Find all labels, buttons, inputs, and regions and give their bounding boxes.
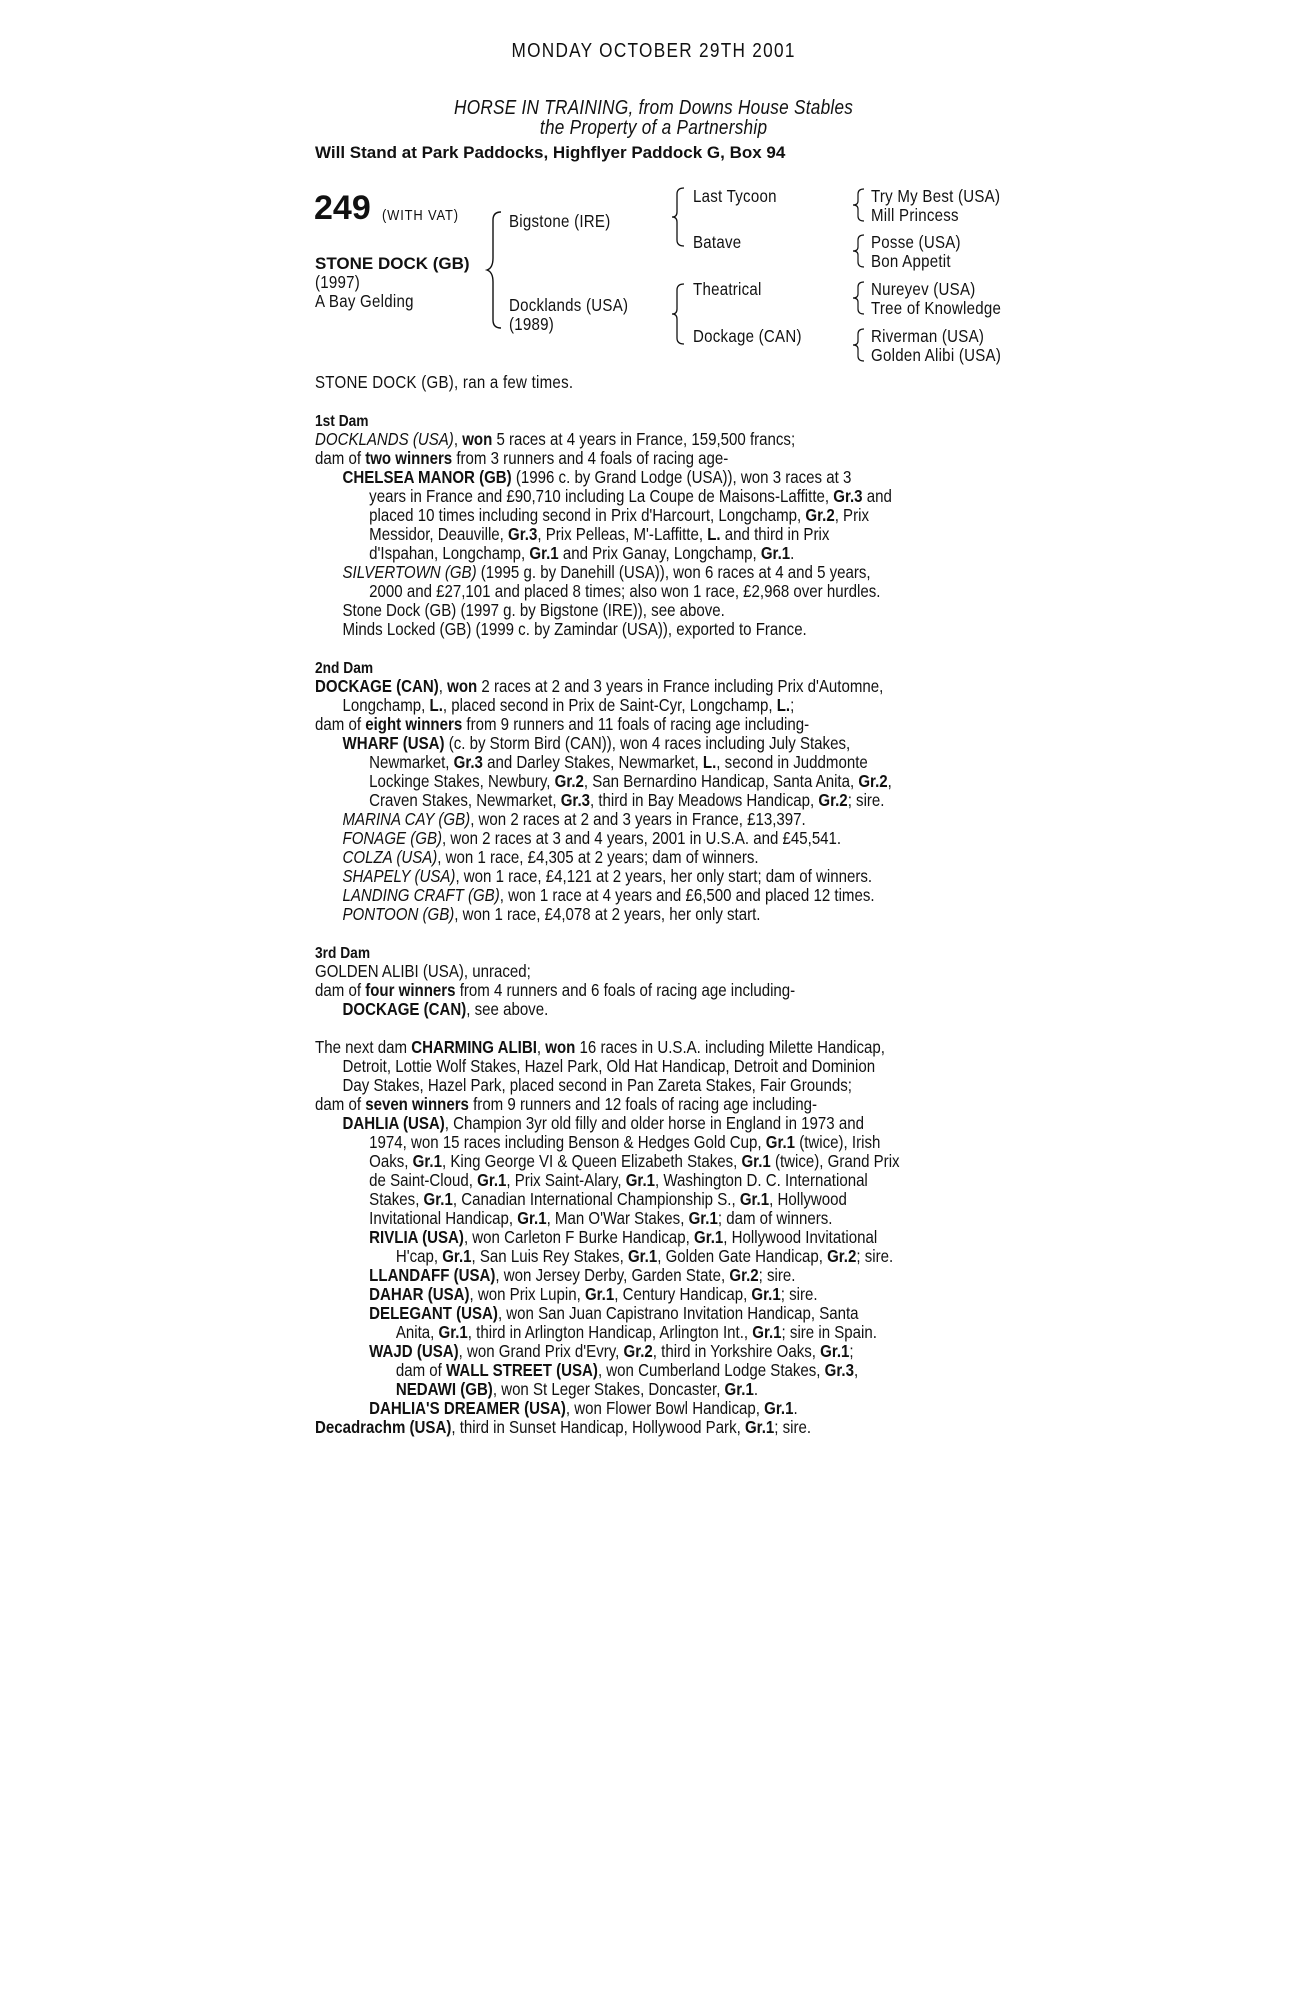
- record-text: , Hollywood Invitational: [723, 1227, 878, 1247]
- record-text: ,: [853, 1360, 859, 1380]
- record-text: RIVLIA (USA): [369, 1227, 464, 1247]
- pedigree-brace-main: [487, 210, 507, 330]
- record-line: [315, 1380, 1244, 1399]
- record-text: and third in Prix: [720, 524, 830, 544]
- record-text: de Saint-Cloud,: [369, 1170, 478, 1190]
- pedigree-sd: Batave: [693, 232, 742, 252]
- record-text: H'cap,: [395, 1246, 443, 1266]
- record-text: won: [545, 1037, 576, 1057]
- record-text: , third in Bay Meadows Handicap,: [590, 790, 819, 810]
- record-text: , won Grand Prix d'Evry,: [458, 1341, 624, 1361]
- title-line-1: HORSE IN TRAINING, from Downs House Stables: [454, 97, 854, 119]
- record-line: [315, 1000, 1244, 1019]
- record-text: Gr.3: [560, 790, 591, 810]
- produce-lines: [315, 411, 1244, 1437]
- record-text: , won San Juan Capistrano Invitation Handicap, Santa: [497, 1303, 859, 1323]
- record-text: WHARF (USA): [342, 733, 445, 753]
- pedigree-dsd: Tree of Knowledge: [871, 298, 1002, 318]
- record-text: DELEGANT (USA): [369, 1303, 498, 1323]
- stand-line: Will Stand at Park Paddocks, Highflyer Paddock G, Box 94: [315, 143, 786, 162]
- record-text: and: [862, 486, 892, 506]
- record-text: PONTOON (GB): [342, 904, 455, 924]
- horse-description: A Bay Gelding: [315, 291, 414, 311]
- record-text: dam of: [315, 980, 366, 1000]
- record-text: Gr.1: [442, 1246, 472, 1266]
- record-text: L.: [776, 695, 791, 715]
- record-text: dam of: [315, 714, 366, 734]
- record-line: [315, 1304, 1244, 1323]
- record-text: Gr.1: [752, 1322, 782, 1342]
- pedigree-dd: Dockage (CAN): [693, 326, 802, 346]
- record-text: , Prix Pelleas, M'-Laffitte,: [537, 524, 708, 544]
- record-line: [315, 1361, 1244, 1380]
- record-text: DAHLIA (USA): [342, 1113, 445, 1133]
- record-text: The next dam: [315, 1037, 412, 1057]
- record-line: [315, 734, 1244, 753]
- record-text: Gr.3: [453, 752, 483, 772]
- record-text: , won 1 race, £4,078 at 2 years, her only start.: [454, 904, 761, 924]
- record-text: Stakes,: [369, 1189, 424, 1209]
- record-text: (twice), Grand Prix: [770, 1151, 900, 1171]
- record-text: ; sire in Spain.: [781, 1322, 877, 1342]
- record-text: L.: [707, 524, 721, 544]
- record-text: Gr.3: [824, 1360, 854, 1380]
- record-text: SHAPELY (USA): [342, 866, 456, 886]
- pedigree-ss: Last Tycoon: [693, 186, 777, 206]
- record-text: Gr.1: [744, 1417, 775, 1437]
- record-text: ;: [849, 1341, 854, 1361]
- record-text: , placed second in Prix de Saint-Cyr, Longchamp,: [442, 695, 777, 715]
- record-text: Gr.1: [820, 1341, 850, 1361]
- record-text: , San Bernardino Handicap, Santa Anita,: [583, 771, 859, 791]
- record-line: [315, 905, 1244, 924]
- pedigree-sss: Try My Best (USA): [871, 186, 1001, 206]
- record-text: (c. by Storm Bird (CAN)), won 4 races including July Stakes,: [444, 733, 851, 753]
- record-text: Gr.2: [623, 1341, 653, 1361]
- record-text: Newmarket,: [369, 752, 454, 772]
- record-text: , Century Handicap,: [614, 1284, 752, 1304]
- record-text: 5 races at 4 years in France, 159,500 francs;: [492, 429, 796, 449]
- record-line: [315, 848, 1244, 867]
- record-line: [315, 620, 1244, 639]
- record-text: , won Flower Bowl Handicap,: [565, 1398, 765, 1418]
- pedigree-ssd: Mill Princess: [871, 205, 959, 225]
- date-header: MONDAY OCTOBER 29TH 2001: [511, 40, 796, 62]
- record-text: four winners: [365, 980, 456, 1000]
- record-line: [315, 696, 1244, 715]
- record-text: two winners: [365, 448, 453, 468]
- record-line: [315, 506, 1244, 525]
- record-line: [315, 487, 1244, 506]
- record-text: SILVERTOWN (GB): [342, 562, 477, 582]
- record-line: [315, 1247, 1244, 1266]
- record-line: [315, 715, 1244, 734]
- record-text: Gr.1: [412, 1151, 442, 1171]
- record-text: ,: [453, 429, 463, 449]
- record-text: dam of: [395, 1360, 447, 1380]
- record-line: [315, 1266, 1244, 1285]
- record-text: ; sire.: [847, 790, 885, 810]
- record-text: GOLDEN ALIBI (USA), unraced;: [315, 961, 531, 981]
- record-text: , Champion 3yr old filly and older horse in England in 1973 and: [444, 1113, 864, 1133]
- record-text: , King George VI & Queen Elizabeth Stakes,: [441, 1151, 742, 1171]
- title-line-2: the Property of a Partnership: [539, 117, 768, 139]
- record-text: CHARMING ALIBI: [411, 1037, 537, 1057]
- record-text: seven winners: [365, 1094, 469, 1114]
- vat-note: (WITH VAT): [382, 207, 459, 224]
- record-text: Gr.1: [627, 1246, 658, 1266]
- record-text: Messidor, Deauville,: [369, 524, 509, 544]
- record-text: , second in Juddmonte: [716, 752, 868, 772]
- record-text: placed 10 times including second in Prix d'Harcourt, Longchamp,: [369, 505, 806, 525]
- record-text: Gr.1: [764, 1398, 794, 1418]
- record-line: [315, 791, 1244, 810]
- record-text: Decadrachm (USA): [315, 1417, 452, 1437]
- record-text: and Prix Ganay, Longchamp,: [558, 543, 761, 563]
- record-text: 2 races at 2 and 3 years in France including Prix d'Automne,: [477, 676, 884, 696]
- spacer: [315, 924, 1244, 943]
- lot-number: 249: [314, 189, 371, 227]
- record-line: [315, 981, 1244, 1000]
- record-text: L.: [429, 695, 443, 715]
- pedigree-brace-dam: [672, 282, 688, 346]
- record-text: Minds Locked (GB) (1999 c. by Zamindar (USA)), exported to France.: [342, 619, 807, 639]
- record-text: , won 2 races at 3 and 4 years, 2001 in U.S.A. and £45,541.: [442, 828, 842, 848]
- ran-note: STONE DOCK (GB), ran a few times.: [315, 372, 574, 392]
- record-line: [315, 753, 1244, 772]
- record-text: , won St Leger Stakes, Doncaster,: [492, 1379, 725, 1399]
- record-line: [315, 1209, 1244, 1228]
- record-text: (twice), Irish: [795, 1132, 881, 1152]
- record-text: , won 1 race at 4 years and £6,500 and placed 12 times.: [499, 885, 875, 905]
- record-text: Gr.2: [858, 771, 888, 791]
- record-text: , San Luis Rey Stakes,: [471, 1246, 628, 1266]
- record-text: Gr.3: [833, 486, 863, 506]
- record-text: Gr.1: [529, 543, 559, 563]
- record-text: (1995 g. by Danehill (USA)), won 6 races at 4 and 5 years,: [476, 562, 871, 582]
- record-text: and Darley Stakes, Newmarket,: [482, 752, 703, 772]
- record-text: CHELSEA MANOR (GB): [342, 467, 512, 487]
- record-text: ; sire.: [774, 1417, 812, 1437]
- record-text: .: [790, 543, 795, 563]
- record-text: dam of: [315, 448, 366, 468]
- record-line: [315, 962, 1244, 981]
- record-text: , see above.: [466, 999, 549, 1019]
- pedigree-sire: Bigstone (IRE): [509, 211, 611, 231]
- record-line: [315, 1038, 1244, 1057]
- record-text: Gr.1: [584, 1284, 615, 1304]
- record-text: ; sire.: [856, 1246, 894, 1266]
- produce-record: [315, 411, 1235, 1437]
- record-line: [315, 525, 1244, 544]
- pedigree-dam-year: (1989): [509, 314, 555, 334]
- record-text: Anita,: [395, 1322, 439, 1342]
- record-text: (1996 c. by Grand Lodge (USA)), won 3 races at 3: [511, 467, 852, 487]
- record-text: ; dam of winners.: [717, 1208, 833, 1228]
- pedigree-ds: Theatrical: [693, 279, 762, 299]
- record-text: Invitational Handicap,: [369, 1208, 518, 1228]
- record-text: years in France and £90,710 including La Coupe de Maisons-Laffitte,: [369, 486, 834, 506]
- record-text: .: [793, 1398, 798, 1418]
- record-text: , won Jersey Derby, Garden State,: [495, 1265, 730, 1285]
- record-text: Gr.2: [827, 1246, 857, 1266]
- record-text: WAJD (USA): [369, 1341, 459, 1361]
- record-text: WALL STREET (USA): [446, 1360, 598, 1380]
- record-text: DOCKAGE (CAN): [315, 676, 439, 696]
- record-text: , won 1 race, £4,305 at 2 years; dam of winners.: [437, 847, 759, 867]
- horse-name: STONE DOCK (GB): [315, 254, 470, 273]
- record-text: Gr.1: [693, 1227, 724, 1247]
- record-text: d'Ispahan, Longchamp,: [369, 543, 530, 563]
- record-text: Stone Dock (GB) (1997 g. by Bigstone (IRE)), see above.: [342, 600, 725, 620]
- record-text: LLANDAFF (USA): [369, 1265, 496, 1285]
- pedigree-brace-dd: [853, 327, 867, 363]
- pedigree-brace-ss: [853, 187, 867, 223]
- record-text: DAHAR (USA): [369, 1284, 470, 1304]
- record-line: [315, 658, 1244, 677]
- record-line: [315, 886, 1244, 905]
- record-line: [315, 449, 1244, 468]
- record-text: won: [447, 676, 478, 696]
- pedigree-sds: Posse (USA): [871, 232, 961, 252]
- record-text: ; sire.: [758, 1265, 796, 1285]
- pedigree-brace-sd: [853, 233, 867, 269]
- record-text: Gr.1: [765, 1132, 796, 1152]
- record-line: [315, 1076, 1244, 1095]
- record-line: [315, 582, 1244, 601]
- record-text: , Golden Gate Handicap,: [657, 1246, 828, 1266]
- record-text: Gr.1: [438, 1322, 468, 1342]
- record-line: [315, 1399, 1244, 1418]
- record-line: [315, 810, 1244, 829]
- pedigree-dam: Docklands (USA): [509, 295, 629, 315]
- record-line: [315, 1114, 1244, 1133]
- record-line: [315, 1342, 1244, 1361]
- record-line: [315, 829, 1244, 848]
- pedigree-sdd: Bon Appetit: [871, 251, 951, 271]
- record-line: [315, 563, 1244, 582]
- record-line: [315, 1285, 1244, 1304]
- pedigree-brace-sire: [672, 186, 688, 248]
- record-line: [315, 772, 1244, 791]
- record-line: [315, 867, 1244, 886]
- record-line: [315, 677, 1244, 696]
- record-text: Detroit, Lottie Wolf Stakes, Hazel Park, Old Hat Handicap, Detroit and Dominion: [342, 1056, 876, 1076]
- spacer: [315, 639, 1244, 658]
- record-text: from 3 runners and 4 foals of racing age-: [452, 448, 729, 468]
- record-text: MARINA CAY (GB): [342, 809, 471, 829]
- record-line: [315, 1228, 1244, 1247]
- record-text: eight winners: [365, 714, 463, 734]
- record-text: ,: [887, 771, 892, 791]
- record-text: Lockinge Stakes, Newbury,: [369, 771, 555, 791]
- record-text: ; sire.: [780, 1284, 818, 1304]
- record-text: Gr.1: [517, 1208, 547, 1228]
- record-text: , Washington D. C. International: [655, 1170, 868, 1190]
- record-text: Gr.2: [554, 771, 584, 791]
- record-line: [315, 1095, 1244, 1114]
- record-line: [315, 1152, 1244, 1171]
- record-text: 16 races in U.S.A. including Milette Handicap,: [575, 1037, 885, 1057]
- record-text: Gr.2: [805, 505, 835, 525]
- record-text: Gr.1: [741, 1151, 771, 1171]
- record-text: 2000 and £27,101 and placed 8 times; also won 1 race, £2,968 over hurdles.: [369, 581, 881, 601]
- record-text: DAHLIA'S DREAMER (USA): [369, 1398, 566, 1418]
- record-text: .: [753, 1379, 759, 1399]
- record-text: Craven Stakes, Newmarket,: [369, 790, 561, 810]
- record-text: won: [462, 429, 493, 449]
- record-text: , won 2 races at 2 and 3 years in France, £13,397.: [470, 809, 806, 829]
- pedigree-dss: Nureyev (USA): [871, 279, 976, 299]
- section-heading: 1st Dam: [315, 413, 369, 430]
- record-text: Gr.2: [729, 1265, 759, 1285]
- record-text: , Canadian International Championship S.,: [452, 1189, 740, 1209]
- record-line: [315, 411, 1244, 430]
- horse-year: (1997): [315, 272, 361, 292]
- record-text: COLZA (USA): [342, 847, 438, 867]
- record-line: [315, 1190, 1244, 1209]
- pedigree-brace-ds: [853, 280, 867, 316]
- record-text: , Prix Saint-Alary,: [506, 1170, 626, 1190]
- record-text: DOCKLANDS (USA): [315, 429, 454, 449]
- record-text: Longchamp,: [342, 695, 430, 715]
- record-text: 1974, won 15 races including Benson & Hedges Gold Cup,: [369, 1132, 766, 1152]
- record-text: from 9 runners and 12 foals of racing age including-: [468, 1094, 817, 1114]
- record-line: [315, 544, 1244, 563]
- record-line: [315, 1057, 1244, 1076]
- record-text: NEDAWI (GB): [395, 1379, 493, 1399]
- record-text: , third in Sunset Handicap, Hollywood Park,: [451, 1417, 745, 1437]
- record-text: Gr.1: [688, 1208, 718, 1228]
- record-text: FONAGE (GB): [342, 828, 443, 848]
- section-heading: 3rd Dam: [315, 945, 371, 962]
- record-text: ,: [536, 1037, 546, 1057]
- record-text: dam of: [315, 1094, 366, 1114]
- record-text: , won 1 race, £4,121 at 2 years, her only start; dam of winners.: [455, 866, 873, 886]
- record-text: , Man O'War Stakes,: [546, 1208, 689, 1228]
- record-line: [315, 1323, 1244, 1342]
- record-text: , third in Yorkshire Oaks,: [652, 1341, 821, 1361]
- record-text: from 4 runners and 6 foals of racing age including-: [455, 980, 796, 1000]
- record-text: Day Stakes, Hazel Park, placed second in Pan Zareta Stakes, Fair Grounds;: [342, 1075, 852, 1095]
- record-text: LANDING CRAFT (GB): [342, 885, 500, 905]
- record-text: Gr.1: [724, 1379, 754, 1399]
- record-text: Gr.2: [818, 790, 848, 810]
- record-text: Oaks,: [369, 1151, 413, 1171]
- record-text: Gr.1: [751, 1284, 781, 1304]
- pedigree-dds: Riverman (USA): [871, 326, 985, 346]
- record-text: Gr.1: [625, 1170, 656, 1190]
- record-line: [315, 1133, 1244, 1152]
- record-text: ;: [790, 695, 795, 715]
- record-line: [315, 468, 1244, 487]
- record-text: Gr.3: [508, 524, 538, 544]
- record-text: , Hollywood: [769, 1189, 847, 1209]
- record-text: from 9 runners and 11 foals of racing age including-: [462, 714, 810, 734]
- record-text: DOCKAGE (CAN): [342, 999, 467, 1019]
- record-text: L.: [702, 752, 717, 772]
- record-text: ,: [438, 676, 448, 696]
- record-line: [315, 430, 1244, 449]
- record-text: , won Carleton F Burke Handicap,: [463, 1227, 694, 1247]
- record-text: , third in Arlington Handicap, Arlington Int.,: [467, 1322, 753, 1342]
- record-text: Gr.1: [477, 1170, 507, 1190]
- spacer: [315, 1019, 1244, 1038]
- record-line: [315, 1171, 1244, 1190]
- record-text: Gr.1: [423, 1189, 453, 1209]
- record-text: Gr.1: [760, 543, 791, 563]
- record-line: [315, 1418, 1244, 1437]
- record-text: , won Prix Lupin,: [469, 1284, 585, 1304]
- record-text: , won Cumberland Lodge Stakes,: [597, 1360, 825, 1380]
- pedigree-ddd: Golden Alibi (USA): [871, 345, 1002, 365]
- record-text: , Prix: [834, 505, 869, 525]
- section-heading: 2nd Dam: [315, 660, 374, 677]
- record-text: Gr.1: [739, 1189, 770, 1209]
- record-line: [315, 601, 1244, 620]
- record-line: [315, 943, 1244, 962]
